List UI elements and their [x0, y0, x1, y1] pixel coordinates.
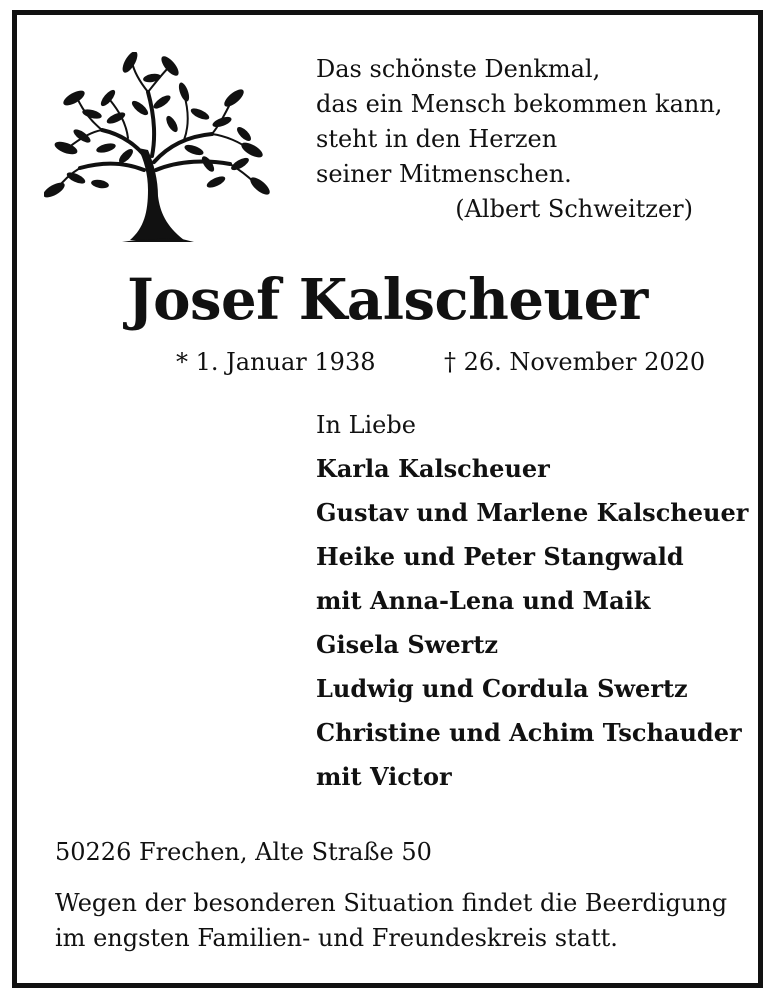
mourner-name: mit Victor: [316, 762, 452, 791]
quote-line: das ein Mensch bekommen kann,: [316, 90, 723, 118]
quote-block: [316, 52, 736, 227]
tree-icon: [44, 52, 270, 244]
funeral-notice: [55, 886, 727, 956]
mourner-name: Gustav und Marlene Kalscheuer: [316, 498, 749, 527]
mourner-name: mit Anna-Lena und Maik: [316, 586, 651, 615]
mourner-name: Christine und Achim Tschauder: [316, 718, 742, 747]
mourner-name: Ludwig und Cordula Swertz: [316, 674, 688, 703]
mourners-intro: In Liebe: [316, 411, 416, 439]
mourner-name: Karla Kalscheuer: [316, 454, 550, 483]
quote-line: Das schönste Denkmal,: [316, 55, 601, 83]
notice-line: im engsten Familien- und Freundeskreis statt.: [55, 924, 618, 952]
deceased-name: Josef Kalscheuer: [127, 267, 648, 333]
mourner-name: Heike und Peter Stangwald: [316, 542, 684, 571]
address: 50226 Frechen, Alte Straße 50: [55, 838, 432, 866]
death-date: † 26. November 2020: [444, 348, 706, 376]
quote-line: steht in den Herzen: [316, 125, 558, 153]
notice-line: Wegen der besonderen Situation findet die Beerdigung: [55, 889, 728, 917]
birth-date: * 1. Januar 1938: [176, 348, 376, 376]
mourners-list: [316, 408, 748, 804]
quote-author: (Albert Schweitzer): [455, 195, 693, 223]
mourner-name: Gisela Swertz: [316, 630, 499, 659]
quote-line: seiner Mitmenschen.: [316, 160, 572, 188]
